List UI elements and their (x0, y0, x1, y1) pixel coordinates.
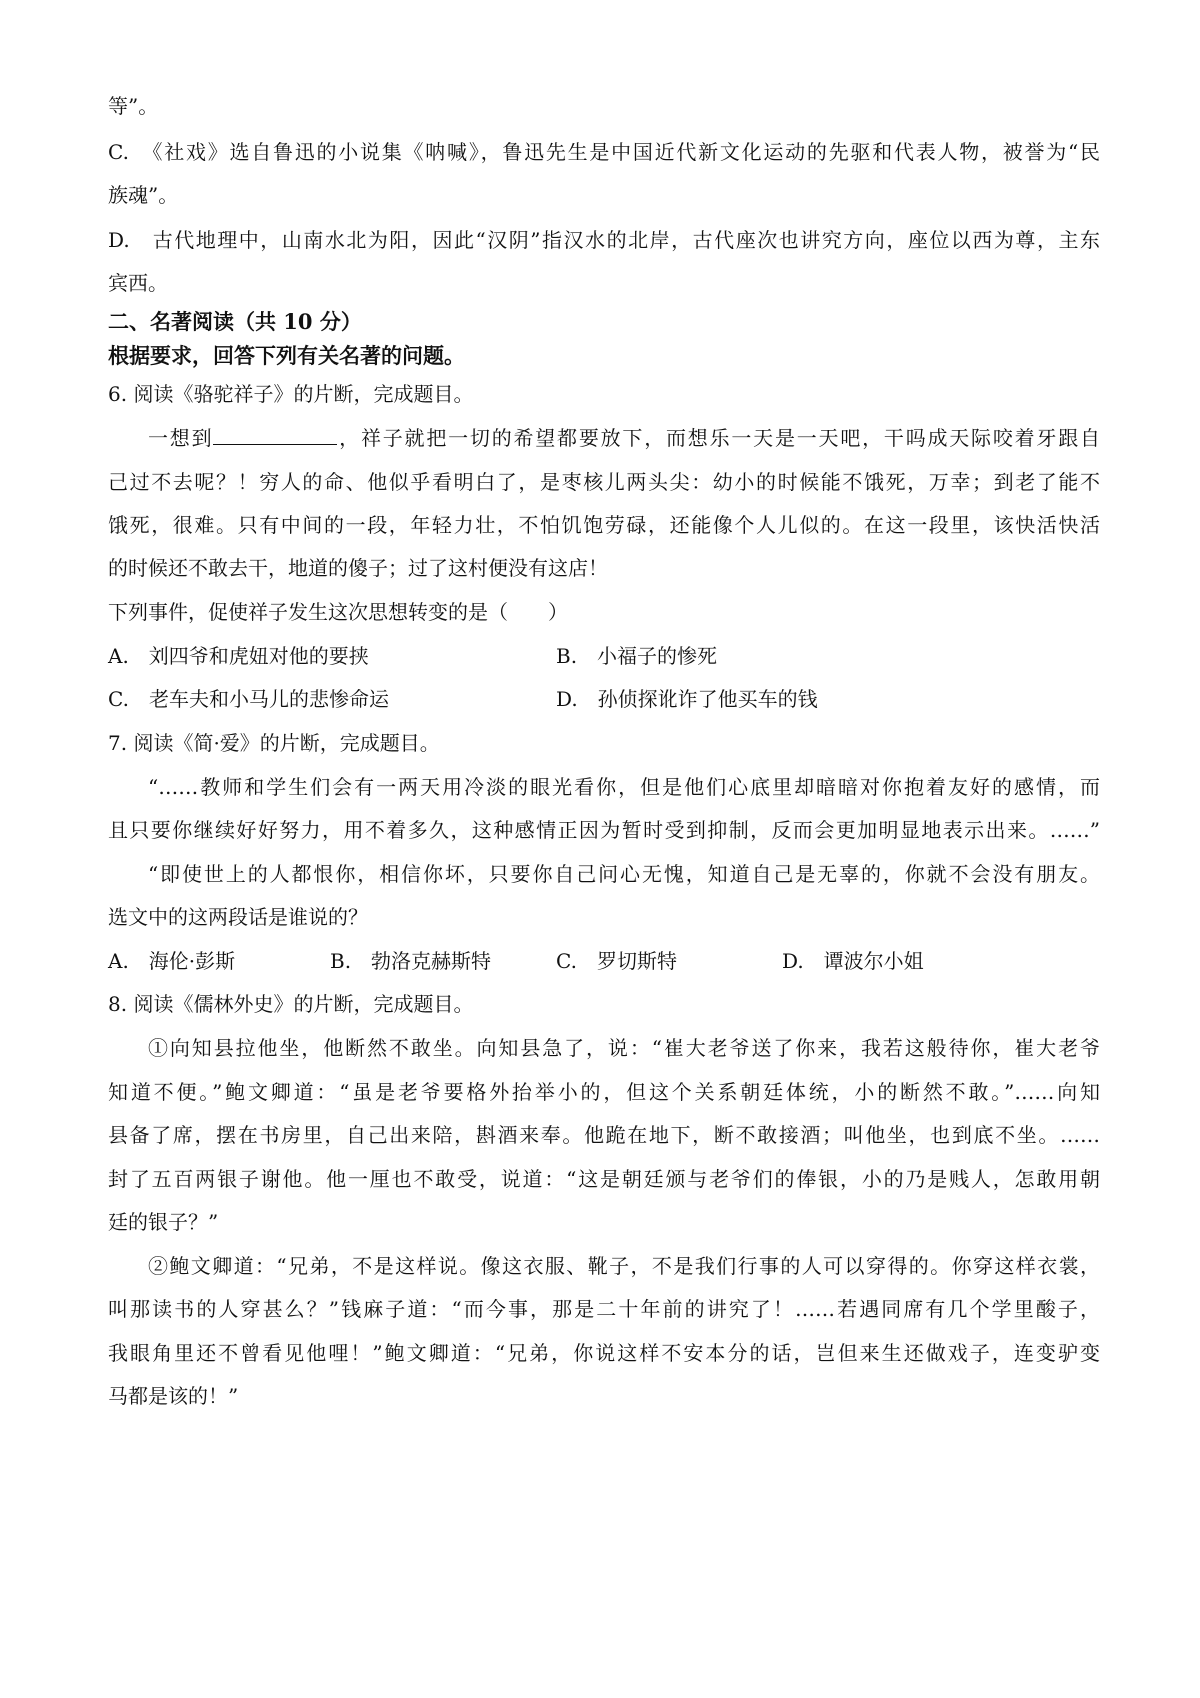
q6-passage-line-4: 的时候还不敢去干，地道的傻子；过了这村便没有这店！ (108, 556, 608, 580)
q7-para1-line-2: 且只要你继续好好努力，用不着多久，这种感情正因为暂时受到抑制，反而会更加明显地表示出来。……” (108, 818, 1100, 842)
q6-stem: 6. 阅读《骆驼祥子》的片断，完成题目。 (108, 382, 474, 406)
q8-para1-line-1: ①向知县拉他坐，他断然不敢坐。向知县急了，说：“崔大老爷送了你来，我若这般待你，崔大老爷 (148, 1036, 1100, 1060)
q6-option-b: B. 小福子的惨死 (556, 644, 718, 668)
q6-passage-line-2: 己过不去呢？！穷人的命、他似乎看明白了，是枣核儿两头尖：幼小的时候能不饿死，万幸；到老了能不 (108, 470, 1100, 494)
q6-passage-line-1 (148, 423, 1100, 453)
q6-passage-line-3: 饿死，很难。只有中间的一段，年轻力壮，不怕饥饱劳碌，还能像个人儿似的。在这一段里，该快活快活 (108, 513, 1100, 537)
option-c-line-1: C. 《社戏》选自鲁迅的小说集《呐喊》，鲁迅先生是中国近代新文化运动的先驱和代表人物，被誉为“民 (108, 140, 1100, 164)
option-c-line-2: 族魂”。 (108, 183, 179, 207)
q8-para1-line-5: 廷的银子？” (108, 1210, 219, 1234)
fill-in-blank (213, 426, 337, 445)
q8-para1-line-3: 县备了席，摆在书房里，自己出来陪，斟酒来奉。他跪在地下，断不敢接酒；叫他坐，也到底不坐。…… (108, 1123, 1100, 1147)
section-instruction: 根据要求，回答下列有关名著的问题。 (108, 343, 465, 368)
q7-option-c: C. 罗切斯特 (556, 949, 677, 973)
section-heading: 二、名著阅读（共 10 分） (108, 309, 362, 334)
q6-option-c: C. 老车夫和小马儿的悲惨命运 (108, 687, 389, 711)
prev-question-continuation: 等”。 (108, 94, 159, 118)
q7-option-b: B. 勃洛克赫斯特 (330, 949, 492, 973)
q6-passage-line-1-rest: ，祥子就把一切的希望都要放下，而想乐一天是一天吧，干吗成天际咬着牙跟自 (337, 426, 1101, 450)
q7-para2-line-1: “即使世上的人都恨你，相信你坏，只要你自己问心无愧，知道自己是无辜的，你就不会没有朋友。 (148, 862, 1100, 886)
q7-option-a: A. 海伦·彭斯 (108, 949, 236, 973)
q8-para2-line-3: 我眼角里还不曾看见他哩！”鲍文卿道：“兄弟，你说这样不安本分的话，岂但来生还做戏子，连变驴变 (108, 1341, 1100, 1365)
q8-para2-line-2: 叫那读书的人穿甚么？”钱麻子道：“而今事，那是二十年前的讲究了！……若遇同席有几个学里酸子， (108, 1297, 1100, 1321)
q7-para1-line-1: “……教师和学生们会有一两天用冷淡的眼光看你，但是他们心底里却暗暗对你抱着友好的感情，而 (148, 775, 1100, 799)
option-d-line-1: D. 古代地理中，山南水北为阳，因此“汉阴”指汉水的北岸，古代座次也讲究方向，座位以西为尊，主东 (108, 228, 1100, 252)
q8-para2-line-4: 马都是该的！” (108, 1384, 239, 1408)
q6-question: 下列事件，促使祥子发生这次思想转变的是（ ） (108, 600, 568, 624)
q6-option-d: D. 孙侦探讹诈了他买车的钱 (556, 687, 818, 711)
q8-para1-line-2: 知道不便。”鲍文卿道：“虽是老爷要格外抬举小的，但这个关系朝廷体统，小的断然不敢。”……向知 (108, 1080, 1100, 1104)
q8-para1-line-4: 封了五百两银子谢他。他一厘也不敢受，说道：“这是朝廷颁与老爷们的俸银，小的乃是贱人，怎敢用朝 (108, 1167, 1100, 1191)
q6-passage-start: 一想到 (148, 426, 214, 450)
q7-question: 选文中的这两段话是谁说的？ (108, 905, 368, 929)
q7-option-d: D. 谭波尔小姐 (782, 949, 924, 973)
q8-stem: 8. 阅读《儒林外史》的片断，完成题目。 (108, 992, 474, 1016)
q8-para2-line-1: ②鲍文卿道：“兄弟，不是这样说。像这衣服、靴子，不是我们行事的人可以穿得的。你穿这样衣裳， (148, 1254, 1100, 1278)
option-d-line-2: 宾西。 (108, 271, 168, 295)
q7-stem: 7. 阅读《简·爱》的片断，完成题目。 (108, 731, 440, 755)
q6-option-a: A. 刘四爷和虎妞对他的要挟 (108, 644, 369, 668)
